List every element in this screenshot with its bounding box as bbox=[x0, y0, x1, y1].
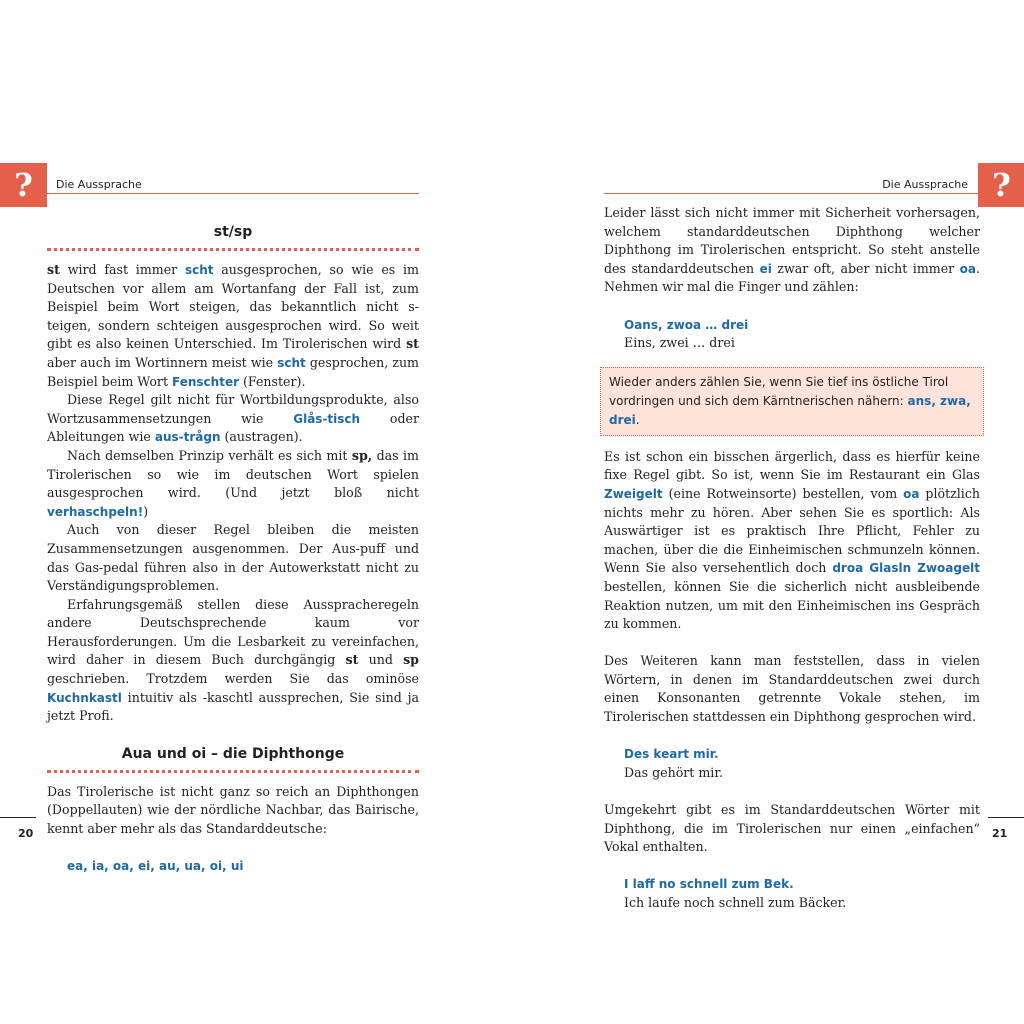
example-block bbox=[604, 316, 980, 353]
bold-term: sp bbox=[403, 652, 419, 668]
dialect-term: Zweigelt bbox=[604, 486, 663, 501]
example-standard: Eins, zwei … drei bbox=[624, 335, 735, 351]
question-mark-icon: ? bbox=[978, 163, 1024, 207]
header-rule bbox=[604, 193, 978, 194]
dialect-term: verhaschpeln! bbox=[47, 504, 144, 519]
header-rule bbox=[47, 193, 419, 194]
question-mark-icon: ? bbox=[0, 163, 47, 207]
dialect-term: oa bbox=[903, 486, 920, 501]
paragraph: Erfahrungsgemäß stellen diese Ausspracheregeln andere Deutschsprechende kaum vor Herausforderungen. Um die Lesbarkeit zu vereinfachen, wird daher in diesem Buch durchgängig st und sp geschrieben. Trotzdem werden Sie das ominöse Kuchnkastl intuitiv als -kaschtl aussprechen, Sie sind ja jetzt Profi. bbox=[47, 596, 419, 724]
dialect-term: scht bbox=[277, 355, 306, 370]
example-dialect: I laff no schnell zum Bek. bbox=[624, 877, 794, 892]
dialect-term: Kuchnkastl bbox=[47, 690, 122, 705]
bold-term: st bbox=[345, 652, 359, 668]
dialect-term: droa Glasln Zwoagelt bbox=[832, 561, 980, 576]
dotted-divider bbox=[47, 770, 419, 773]
bold-term: st bbox=[406, 336, 419, 352]
paragraph: Nach demselben Prinzip verhält es sich mit sp, das im Tirolerischen so wie im deutschen Wort spielen ausgesprochen wird. (Und jetzt bloß nicht verhaschpeln!) bbox=[47, 447, 419, 519]
paragraph: Des Weiteren kann man feststellen, dass in vielen Wörtern, in denen im Standarddeutschen zwei durch einen Konsonanten getrennte Vokale stehen, im Tirolerischen stattdessen ein Diphthong gesprochen wird. bbox=[604, 653, 980, 725]
bold-term: sp, bbox=[351, 447, 373, 463]
callout-box: Wieder anders zählen Sie, wenn Sie tief ins östliche Tirol vordringen und sich dem Kärntnerischen nähern: ans, zwa, drei. bbox=[600, 367, 984, 436]
example-block bbox=[47, 857, 419, 876]
paragraph: Diese Regel gilt nicht für Wortbildungsprodukte, also Wortzusammensetzungen wie Glås-tisch oder Ableitungen wie aus-trågn (austragen). bbox=[47, 392, 419, 445]
dialect-term: ans, zwa, drei bbox=[609, 393, 971, 427]
paragraph: Auch von dieser Regel bleiben die meisten Zusammensetzungen ausgenommen. Der Aus-puff und das Gas-pedal führen also in der Autowerkstatt nicht zu Verständigungsproblemen. bbox=[47, 522, 419, 594]
page-number-rule bbox=[988, 817, 1024, 818]
dotted-divider bbox=[47, 248, 419, 251]
paragraph: Das Tirolerische ist nicht ganz so reich an Diphthongen (Doppellauten) wie der nördliche Nachbar, das Bairische, kennt aber mehr als das Standarddeutsche: bbox=[47, 783, 419, 837]
right-page bbox=[512, 0, 1024, 1024]
dialect-term: Glås-tisch bbox=[293, 411, 361, 426]
left-content bbox=[47, 220, 419, 876]
dialect-term: aus-trågn bbox=[154, 430, 221, 445]
bold-term: st bbox=[47, 262, 60, 277]
example-block bbox=[604, 875, 980, 912]
dialect-term: scht bbox=[184, 263, 214, 277]
running-head: Die Aussprache bbox=[56, 178, 142, 191]
example-dialect: Oans, zwoa … drei bbox=[624, 317, 749, 332]
dialect-term: Fenschter bbox=[172, 374, 239, 389]
paragraph: Es ist schon ein bisschen ärgerlich, dass es hierfür keine fixe Regel gibt. So ist, wenn Sie im Restaurant ein Glas Zweigelt (eine Rotweinsorte) bestellen, vom oa plötzlich nichts mehr zu hören. Aber sehen Sie es sportlich: Als Auswärtiger ist es praktisch Ihre Pflicht, Fehler zu machen, über die die Einheimischen schmunzeln können. Wenn Sie also versehentlich doch droa Glasln Zwoagelt bestellen, können Sie die sicherlich nicht ausbleibende Reaktion nutzen, um mit den Einheimischen ins Gespräch zu kommen. bbox=[604, 448, 980, 632]
example-block bbox=[604, 745, 980, 782]
example-dialect: Des keart mir. bbox=[624, 747, 719, 762]
running-head: Die Aussprache bbox=[882, 178, 968, 191]
section-heading-st-sp: st/sp bbox=[213, 224, 253, 240]
diphthong-list: ea, ia, oa, ei, au, ua, oi, ui bbox=[67, 859, 244, 874]
example-standard: Ich laufe noch schnell zum Bäcker. bbox=[624, 895, 847, 910]
right-content bbox=[604, 204, 980, 913]
dialect-term: oa bbox=[959, 261, 976, 276]
page-number: 21 bbox=[992, 827, 1008, 840]
dialect-term: ei bbox=[759, 261, 772, 276]
example-standard: Das gehört mir. bbox=[624, 764, 723, 780]
section-heading-diphthonge: Aua und oi – die Diphthonge bbox=[121, 745, 345, 762]
paragraph: st wird fast immer scht ausgesprochen, so wie es im Deutschen vor allem am Wortanfang der Fall ist, zum Beispiel beim Wort steigen, das bekanntlich nicht s-teigen, sondern schteigen ausgesprochen wird. So weit gibt es also keinen Unterschied. Im Tirolerischen wird st aber auch im Wortinnern meist wie scht gesprochen, zum Beispiel beim Wort Fenschter (Fenster). bbox=[47, 262, 419, 389]
page-number: 20 bbox=[18, 827, 34, 840]
paragraph: Umgekehrt gibt es im Standarddeutschen Wörter mit Diphthong, die im Tirolerischen nur einen „einfachen“ Vokal enthalten. bbox=[604, 802, 980, 855]
paragraph: Leider lässt sich nicht immer mit Sicherheit vorhersagen, welchem standarddeutschen Diphthong welcher Diphthong im Tirolerischen entspricht. So steht anstelle des standarddeutschen ei zwar oft, aber nicht immer oa. Nehmen wir mal die Finger und zählen: bbox=[604, 205, 981, 295]
page-number-rule bbox=[0, 817, 36, 818]
